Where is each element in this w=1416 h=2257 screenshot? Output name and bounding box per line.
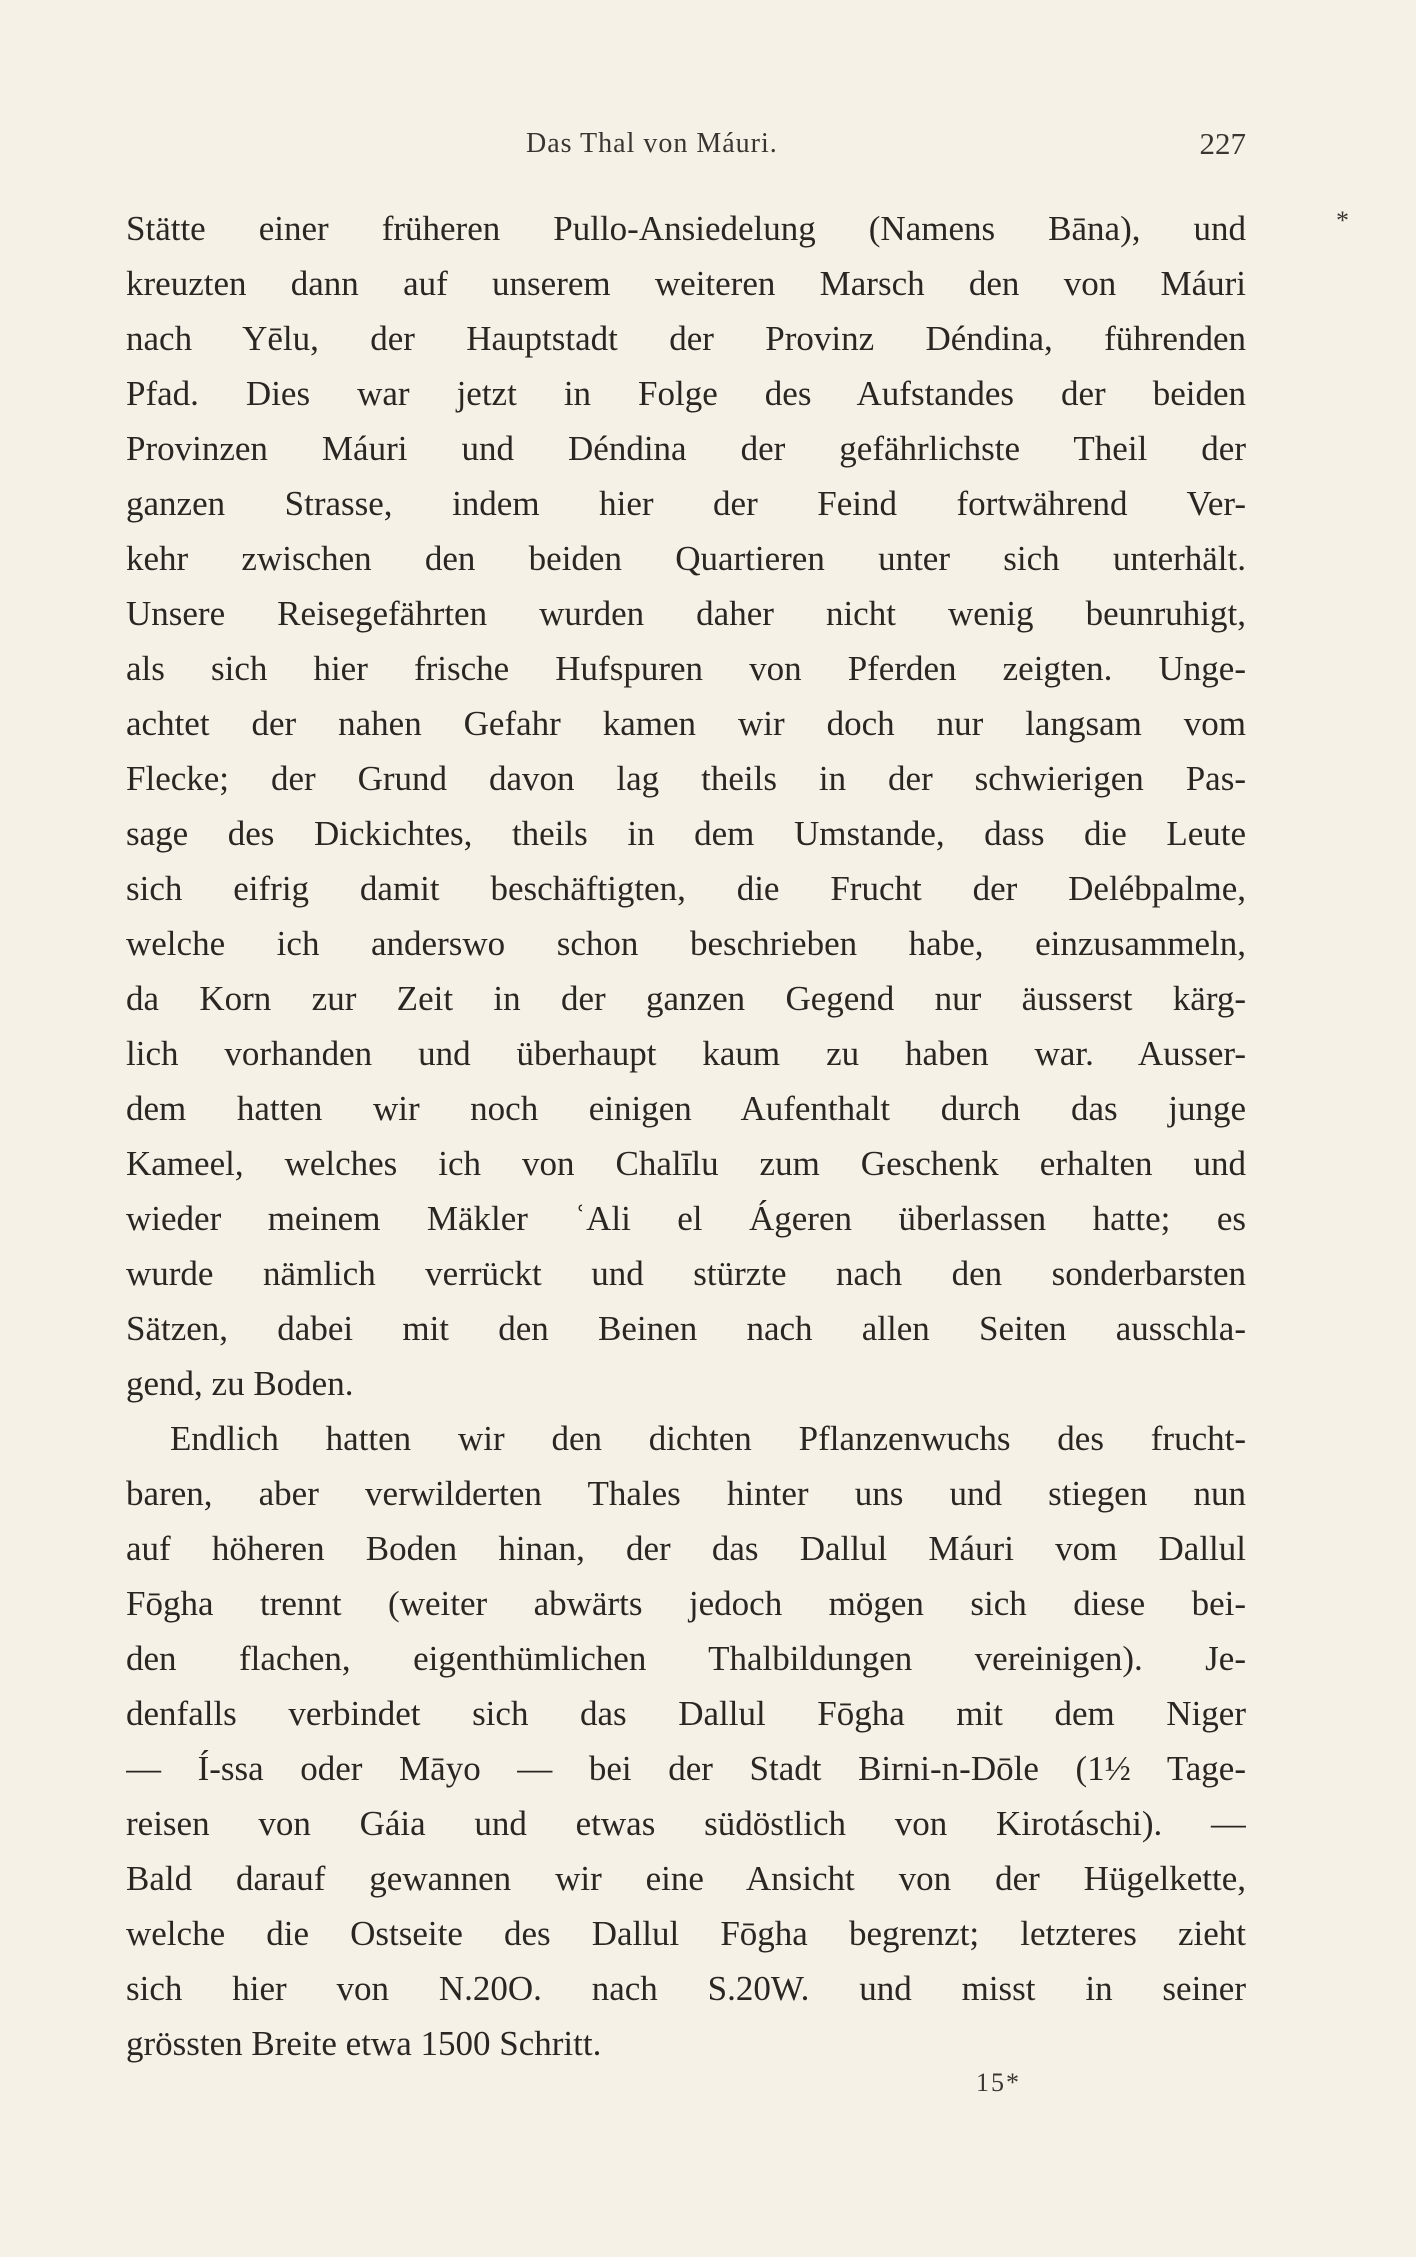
text-line: sich eifrig damit beschäftigten, die Frucht der Delébpalme,	[126, 869, 1246, 908]
text-line: als sich hier frische Hufspuren von Pferden zeigten. Unge-	[126, 649, 1246, 688]
text-line: Pfad. Dies war jetzt in Folge des Aufstandes der beiden	[126, 374, 1246, 413]
text-line: achtet der nahen Gefahr kamen wir doch nur langsam vom	[126, 704, 1246, 743]
text-line: denfalls verbindet sich das Dallul Fōgha mit dem Niger	[126, 1694, 1246, 1733]
paragraph-start-line: Endlich hatten wir den dichten Pflanzenwuchs des frucht-	[170, 1419, 1246, 1458]
running-title: Das Thal von Máuri.	[526, 128, 778, 159]
running-head	[126, 128, 1246, 168]
text-line: Provinzen Máuri und Déndina der gefährlichste Theil der	[126, 429, 1246, 468]
text-line: da Korn zur Zeit in der ganzen Gegend nur äusserst kärg-	[126, 979, 1246, 1018]
text-line: baren, aber verwilderten Thales hinter uns und stiegen nun	[126, 1474, 1246, 1513]
paragraph-end-line: gend, zu Boden.	[126, 1364, 354, 1403]
text-line: kehr zwischen den beiden Quartieren unter sich unterhält.	[126, 539, 1246, 578]
text-line: auf höheren Boden hinan, der das Dallul Máuri vom Dallul	[126, 1529, 1246, 1568]
text-line: kreuzten dann auf unserem weiteren Marsch den von Máuri	[126, 264, 1246, 303]
text-line: Fōgha trennt (weiter abwärts jedoch mögen sich diese bei-	[126, 1584, 1246, 1623]
margin-mark: *	[1336, 206, 1349, 235]
text-line: sage des Dickichtes, theils in dem Umstande, dass die Leute	[126, 814, 1246, 853]
text-line: — Í-ssa oder Māyo — bei der Stadt Birni-n-Dōle (1½ Tage-	[126, 1749, 1246, 1788]
body-text	[126, 201, 1246, 2071]
page-number: 227	[1199, 126, 1246, 161]
signature-mark: 15*	[976, 2068, 1021, 2097]
text-line: den flachen, eigenthümlichen Thalbildungen vereinigen). Je-	[126, 1639, 1246, 1678]
text-line: welche die Ostseite des Dallul Fōgha begrenzt; letzteres zieht	[126, 1914, 1246, 1953]
paragraph-end-line: grössten Breite etwa 1500 Schritt.	[126, 2024, 602, 2063]
text-line: Sätzen, dabei mit den Beinen nach allen Seiten ausschla-	[126, 1309, 1246, 1348]
text-line: wurde nämlich verrückt und stürzte nach den sonderbarsten	[126, 1254, 1246, 1293]
text-line: wieder meinem Mäkler ʿAli el Ágeren überlassen hatte; es	[126, 1199, 1246, 1238]
text-line: reisen von Gáia und etwas südöstlich von Kirotáschi). —	[126, 1804, 1246, 1843]
text-line: lich vorhanden und überhaupt kaum zu haben war. Ausser-	[126, 1034, 1246, 1073]
text-line: Unsere Reisegefährten wurden daher nicht wenig beunruhigt,	[126, 594, 1246, 633]
text-line: welche ich anderswo schon beschrieben habe, einzusammeln,	[126, 924, 1246, 963]
text-line: Kameel, welches ich von Chalīlu zum Geschenk erhalten und	[126, 1144, 1246, 1183]
text-line: sich hier von N.20O. nach S.20W. und misst in seiner	[126, 1969, 1246, 2008]
text-line: nach Yēlu, der Hauptstadt der Provinz Déndina, führenden	[126, 319, 1246, 358]
text-line: dem hatten wir noch einigen Aufenthalt durch das junge	[126, 1089, 1246, 1128]
text-line: Stätte einer früheren Pullo-Ansiedelung (Namens Bāna), und	[126, 209, 1246, 248]
text-line: Bald darauf gewannen wir eine Ansicht von der Hügelkette,	[126, 1859, 1246, 1898]
text-line: ganzen Strasse, indem hier der Feind fortwährend Ver-	[126, 484, 1246, 523]
text-line: Flecke; der Grund davon lag theils in der schwierigen Pas-	[126, 759, 1246, 798]
